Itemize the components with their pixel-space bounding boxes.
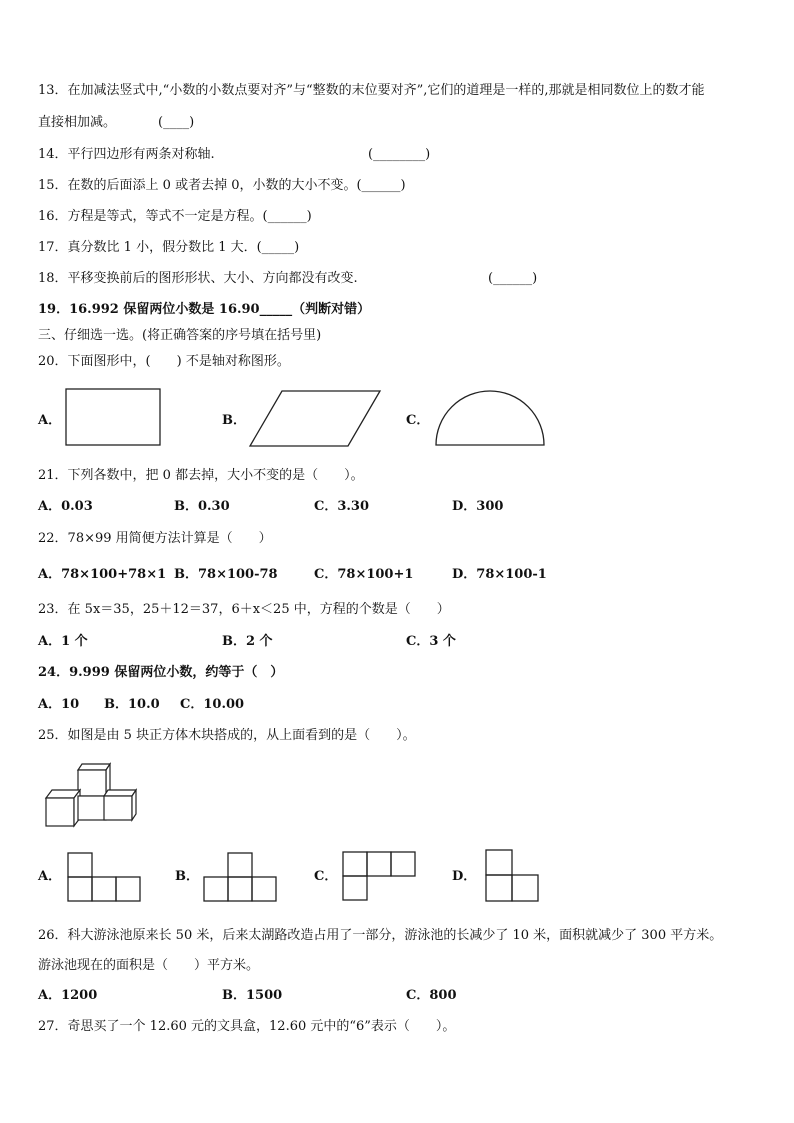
q13-answer-blank[interactable]: (____) xyxy=(158,115,195,130)
q21-stem: 21．下列各数中，把 0 都去掉，大小不变的是（ ）。 xyxy=(38,468,364,483)
q14-text: 14．平行四边形有两条对称轴. xyxy=(38,147,215,162)
q26-option-c[interactable]: C．800 xyxy=(406,988,457,1003)
q19-line: 19．16.992 保留两位小数是 16.90_____（判断对错） xyxy=(38,302,371,317)
q26-stem-line2: 游泳池现在的面积是（ ）平方米。 xyxy=(38,958,260,973)
q25-option-b-label[interactable]: B． xyxy=(175,869,199,884)
q24-stem: 24．9.999 保留两位小数，约等于（ ） xyxy=(38,665,284,680)
q25-option-a-label[interactable]: A． xyxy=(38,869,62,884)
q20-option-c-label[interactable]: C． xyxy=(406,413,430,428)
q25-stem: 25．如图是由 5 块正方体木块搭成的，从上面看到的是（ ）。 xyxy=(38,728,416,743)
q21-option-d[interactable]: D．300 xyxy=(452,499,504,514)
q20-stem: 20．下面图形中，( ) 不是轴对称图形。 xyxy=(38,354,290,369)
q22-option-b[interactable]: B．78×100-78 xyxy=(174,567,278,582)
q15-line: 15．在数的后面添上 0 或者去掉 0，小数的大小不变。(______) xyxy=(38,178,406,193)
q24-option-c[interactable]: C．10.00 xyxy=(180,697,245,712)
q17-line: 17．真分数比 1 小，假分数比 1 大．(_____) xyxy=(38,240,300,255)
q26-stem-line1: 26．科大游泳池原来长 50 米，后来太湖路改造占用了一部分，游泳池的长减少了 10 米，面积就减少了 300 平方米。 xyxy=(38,928,723,943)
q26-option-a[interactable]: A．1200 xyxy=(38,988,98,1003)
q21-option-b[interactable]: B．0.30 xyxy=(174,499,230,514)
q22-option-a[interactable]: A．78×100+78×1 xyxy=(38,567,167,582)
q14-answer-blank[interactable]: (________) xyxy=(368,147,431,162)
q25-option-d-label[interactable]: D． xyxy=(452,869,477,884)
q26-option-b[interactable]: B．1500 xyxy=(222,988,283,1003)
q22-option-d[interactable]: D．78×100-1 xyxy=(452,567,547,582)
q25-option-c-label[interactable]: C． xyxy=(314,869,338,884)
q21-option-c[interactable]: C．3.30 xyxy=(314,499,370,514)
q18-answer-blank[interactable]: (______) xyxy=(488,271,538,286)
q16-line: 16．方程是等式，等式不一定是方程。(______) xyxy=(38,209,312,224)
q24-option-b[interactable]: B．10.0 xyxy=(104,697,160,712)
q23-option-a[interactable]: A．1 个 xyxy=(38,634,88,649)
q27-stem: 27．奇思买了一个 12.60 元的文具盒，12.60 元中的“6”表示（ ）。 xyxy=(38,1019,456,1034)
q13-text: 直接相加减。 xyxy=(38,115,117,130)
q21-option-a[interactable]: A．0.03 xyxy=(38,499,93,514)
q23-stem: 23．在 5x＝35，25＋12＝37，6＋x＜25 中，方程的个数是（ ） xyxy=(38,602,450,617)
q20-option-a-label[interactable]: A． xyxy=(38,413,62,428)
q22-option-c[interactable]: C．78×100+1 xyxy=(314,567,414,582)
q13-line1: 13．在加减法竖式中,“小数的小数点要对齐”与“整数的末位要对齐”,它们的道理是一样的,那就是相同数位上的数才能 xyxy=(38,83,705,98)
q22-stem: 22．78×99 用简便方法计算是（ ） xyxy=(38,531,272,546)
section3-title: 三、仔细选一选。(将正确答案的序号填在括号里) xyxy=(38,328,322,343)
q18-text: 18．平移变换前后的图形形状、大小、方向都没有改变. xyxy=(38,271,358,286)
q23-option-c[interactable]: C．3 个 xyxy=(406,634,456,649)
q20-option-b-label[interactable]: B． xyxy=(222,413,246,428)
q24-option-a[interactable]: A．10 xyxy=(38,697,80,712)
q23-option-b[interactable]: B．2 个 xyxy=(222,634,273,649)
